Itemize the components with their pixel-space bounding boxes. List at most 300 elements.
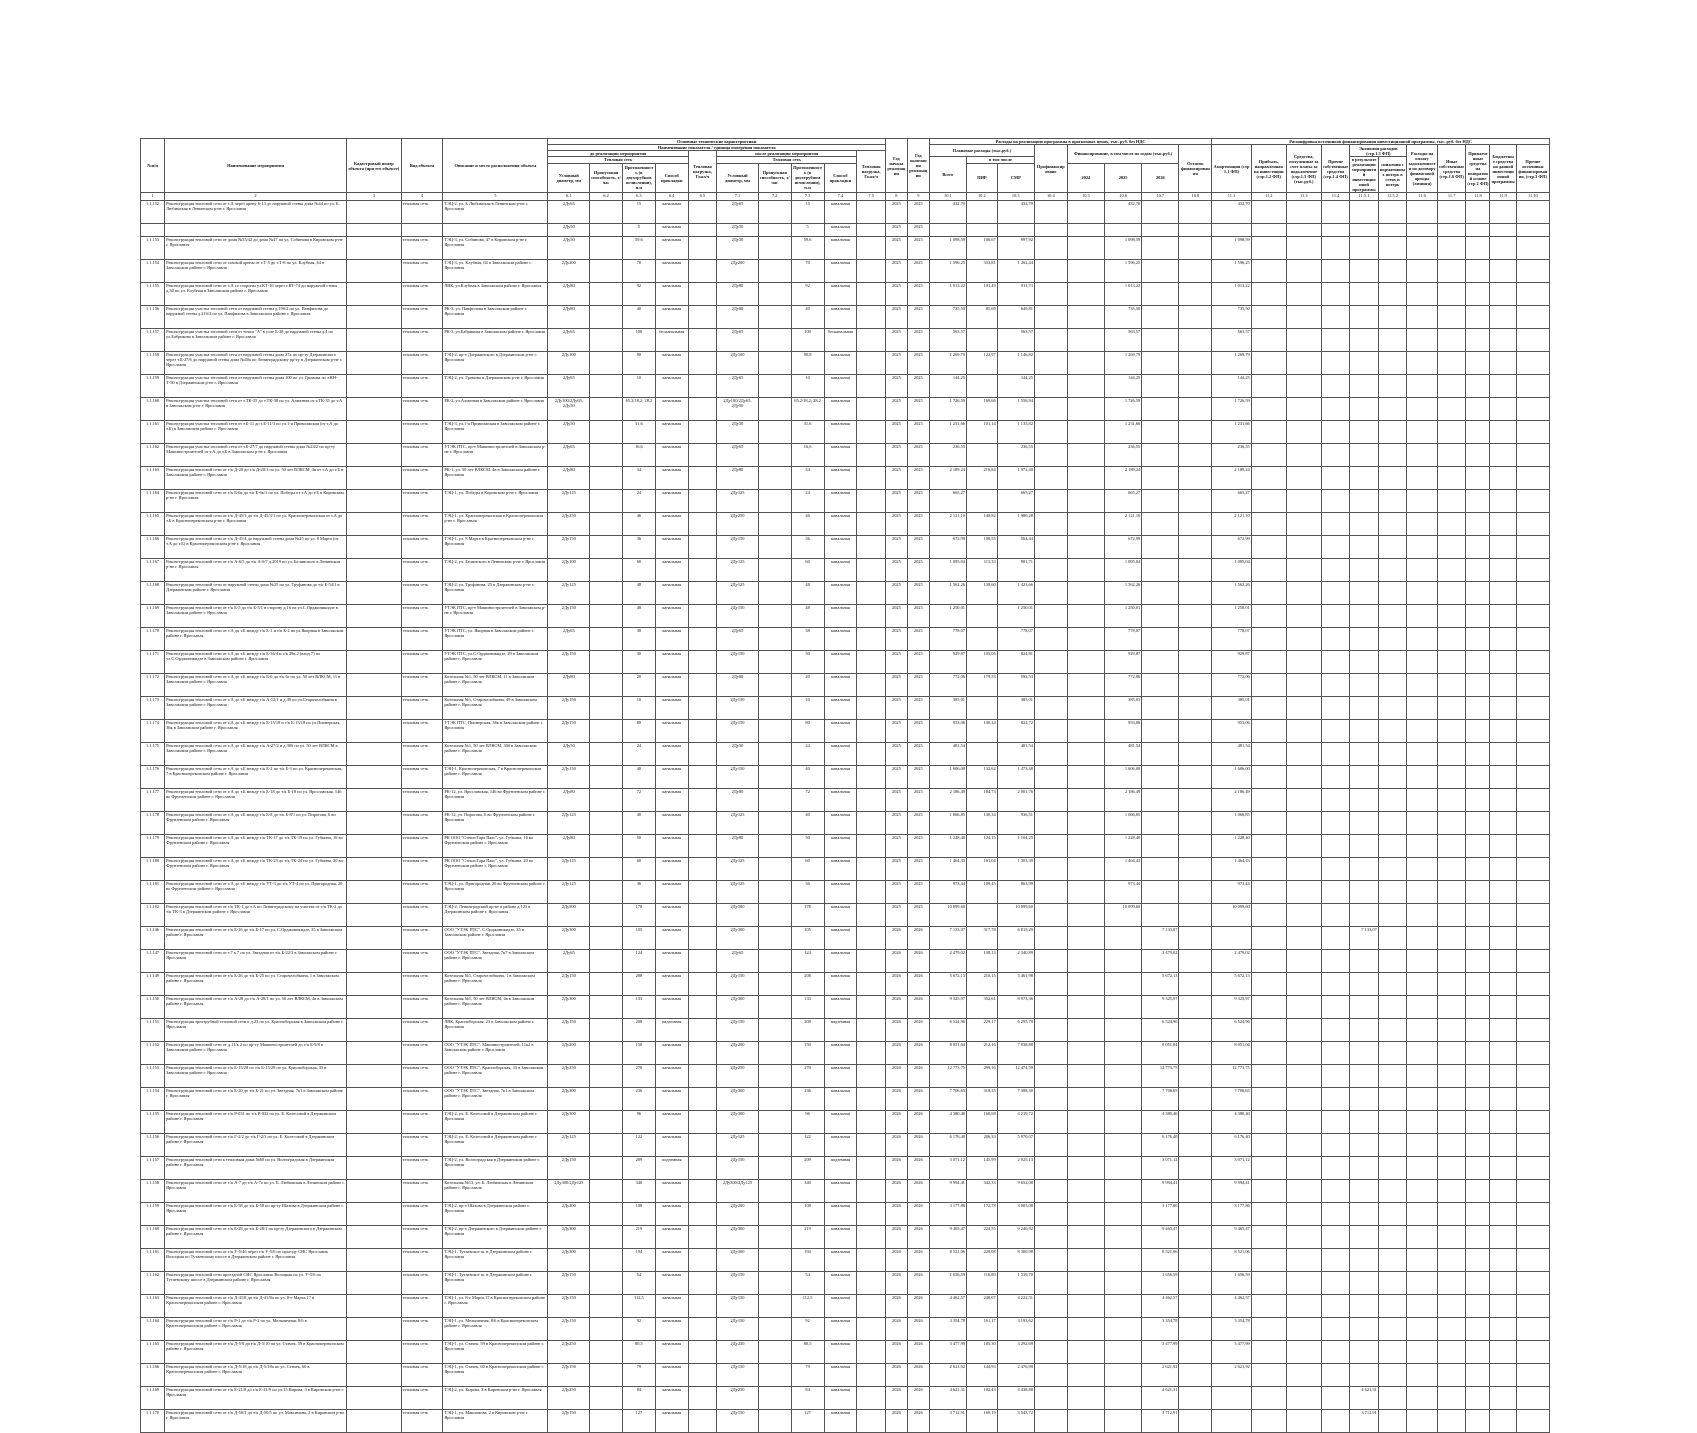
cell-empty: [1490, 513, 1516, 536]
cell-empty: [1067, 973, 1104, 996]
cell-d1: 2Ду50: [548, 224, 590, 237]
cell-empty: [857, 720, 886, 743]
cell-empty: [1321, 329, 1349, 352]
cell-rem: [1179, 720, 1212, 743]
cell-smr: 997,92: [997, 237, 1034, 260]
cell-empty: [1286, 306, 1321, 329]
cell-empty: [688, 260, 716, 283]
table-row: [141, 306, 1550, 329]
cell-empty: [1407, 352, 1438, 375]
cell-ye: 2025: [907, 513, 929, 536]
cell-d2: 2Ду80: [717, 283, 759, 306]
cell-f25: 929,87: [1104, 651, 1141, 674]
cell-m2: канальная: [824, 1387, 857, 1410]
cell-empty: [1490, 674, 1516, 697]
cell-l2: 209: [791, 1157, 824, 1180]
cell-type: тепловая сеть: [401, 1157, 443, 1180]
cell-empty: [1378, 858, 1406, 881]
cell-empty: [1321, 224, 1349, 237]
cell-empty: [1407, 1157, 1438, 1180]
cell-no: 1.1.164: [141, 1318, 165, 1341]
table-row: [141, 224, 1550, 237]
cell-m1: канальная: [655, 743, 688, 766]
column-number: 10.4: [1034, 193, 1067, 201]
cell-empty: [688, 1065, 716, 1088]
cell-type: тепловая сеть: [401, 858, 443, 881]
cell-empty: [1378, 283, 1406, 306]
cell-empty: [1466, 1318, 1490, 1341]
cell-empty: [1490, 1272, 1516, 1295]
cell-smr: 1 980,28: [997, 513, 1034, 536]
cell-empty: [346, 260, 401, 283]
column-number: 10.1: [929, 193, 966, 201]
cell-empty: [857, 697, 886, 720]
cell-l1: 40: [622, 306, 655, 329]
cell-total: 9 465,47: [929, 1226, 966, 1249]
cell-empty: [1437, 1111, 1465, 1134]
cell-f26: [1142, 789, 1179, 812]
cell-empty: [1067, 812, 1104, 835]
cell-m1: канальная: [655, 858, 688, 881]
cell-name: Реконструкция тепловой сети от т/к Г-2/2 до т/к Г-2/3 по ул. Е. Колесовой в Дзержинском районе г. Ярославля: [165, 1134, 347, 1157]
cell-l2: 133: [791, 996, 824, 1019]
cell-empty: [857, 559, 886, 582]
cell-empty: [1067, 651, 1104, 674]
cell-empty: [1466, 1272, 1490, 1295]
cell-m2: канальная: [824, 1226, 857, 1249]
cell-smr: 432,70: [997, 201, 1034, 224]
cell-smr: 1 262,44: [997, 260, 1034, 283]
cell-d2: 2Ду150: [717, 1318, 759, 1341]
cell-smr: 3 543,72: [997, 1410, 1034, 1433]
cell-d1: 2Ду125: [548, 1134, 590, 1157]
cell-l1: 208: [622, 1019, 655, 1042]
cell-d2: 2Ду65: [717, 375, 759, 398]
cell-loc: ТЭЦ-2, Ленинградский пр-кт в районе д.123 в Дзержинском районе г. Ярославля: [443, 904, 548, 927]
cell-l1: 72: [622, 789, 655, 812]
cell-f25: 2 186,49: [1104, 789, 1141, 812]
cell-empty: [1516, 812, 1549, 835]
cell-am: 563,57: [1212, 329, 1251, 352]
cell-empty: [1516, 582, 1549, 605]
cell-empty: [590, 513, 623, 536]
column-number: 9: [907, 193, 929, 201]
cell-total: 4 380,40: [929, 1111, 966, 1134]
cell-empty: [857, 283, 886, 306]
cell-d1: 2Ду300: [548, 927, 590, 950]
cell-pir: 132,62: [966, 766, 997, 789]
cell-d1: 2Ду50: [548, 237, 590, 260]
cell-empty: [1378, 1088, 1406, 1111]
cell-oth: [1350, 306, 1378, 329]
cell-empty: [1067, 1088, 1104, 1111]
cell-empty: [346, 927, 401, 950]
cell-empty: [1286, 1180, 1321, 1203]
cell-empty: [590, 398, 623, 421]
cell-empty: [758, 651, 791, 674]
cell-empty: [758, 260, 791, 283]
src-connection-header: Средства, полученные за счет платы за подключение (стр.1.3 ФП) (тыс.руб.): [1286, 145, 1321, 193]
cell-oth: [1350, 582, 1378, 605]
cell-empty: [346, 1111, 401, 1134]
cell-oth: [1350, 904, 1378, 927]
cell-ys: 2025: [885, 582, 907, 605]
cell-no: 1.1.156: [141, 306, 165, 329]
cell-total: 973,44: [929, 881, 966, 904]
cell-empty: [1251, 1157, 1286, 1180]
cell-empty: [758, 1410, 791, 1433]
cell-smr: 1 303,39: [997, 858, 1034, 881]
cell-empty: [346, 237, 401, 260]
cell-empty: [1034, 1065, 1067, 1088]
cell-empty: [688, 835, 716, 858]
cell-smr: 8 973,36: [997, 996, 1034, 1019]
cell-no: 1.1.146: [141, 927, 165, 950]
cell-empty: [1466, 582, 1490, 605]
cell-f25: 778,07: [1104, 628, 1141, 651]
cell-oth: [1350, 1203, 1378, 1226]
cell-smr: 981,71: [997, 559, 1034, 582]
cell-empty: [346, 490, 401, 513]
cell-empty: [346, 858, 401, 881]
src-misc-header: Прочие источники финансирования, (стр.3 ФП): [1516, 145, 1549, 193]
cell-no: 1.1.181: [141, 881, 165, 904]
cell-loc: ТЭЦ-2, пр-т Дзержинского в Дзержинском р-не г. Ярославля: [443, 352, 548, 375]
cell-f26: [1142, 329, 1179, 352]
cell-f26: [1142, 720, 1179, 743]
cell-name: Реконструкция тепловой сети от т/к Б-58 до т/к Б-58 по пр-ту Шахова в Дзержинском районе г. Ярославля: [165, 1203, 347, 1226]
cell-total: 3 177,86: [929, 1203, 966, 1226]
cell-ye: 2025: [907, 329, 929, 352]
cell-l2: 72: [791, 789, 824, 812]
cell-ys: 2026: [885, 1157, 907, 1180]
cell-empty: [1286, 1019, 1321, 1042]
cell-l1: 100: [622, 329, 655, 352]
cell-pir: 220,08: [966, 1249, 997, 1272]
cell-f26: 2 479,02: [1142, 950, 1179, 973]
cell-am: 12 773,75: [1212, 1065, 1251, 1088]
cell-empty: [346, 881, 401, 904]
table-row: [141, 536, 1550, 559]
cell-empty: [346, 1341, 401, 1364]
cell-ye: 2025: [907, 444, 929, 467]
cell-empty: [1407, 375, 1438, 398]
cell-l1: 30: [622, 651, 655, 674]
cell-am: 481,54: [1212, 743, 1251, 766]
cell-empty: [1286, 1088, 1321, 1111]
cell-d2: 2Ду300: [717, 927, 759, 950]
cell-empty: [1251, 789, 1286, 812]
cell-m1: канальная: [655, 950, 688, 973]
cell-empty: [1286, 674, 1321, 697]
cell-no: 1.1.170: [141, 628, 165, 651]
table-row: [141, 697, 1550, 720]
cell-empty: [758, 1157, 791, 1180]
cell-f26: 9 465,47: [1142, 1226, 1179, 1249]
cell-no: 1.1.171: [141, 651, 165, 674]
cell-oth: [1350, 996, 1378, 1019]
cell-empty: [1321, 444, 1349, 467]
cell-d1: 2Ду150: [548, 1157, 590, 1180]
cell-pir: 100,67: [966, 237, 997, 260]
cell-empty: [1251, 352, 1286, 375]
cell-total: 2 121,10: [929, 513, 966, 536]
cell-empty: [1034, 1180, 1067, 1203]
cell-empty: [758, 674, 791, 697]
cell-l2: 80,5: [791, 1341, 824, 1364]
cell-empty: [346, 421, 401, 444]
cell-ye: 2026: [907, 1272, 929, 1295]
cell-m1: канальная: [655, 201, 688, 224]
cell-d2: 2Ду125: [717, 858, 759, 881]
cell-no: 1.1.155: [141, 283, 165, 306]
cell-empty: [1490, 973, 1516, 996]
length-before-header: Протяженность (в двухтрубном исчислении), п.м: [622, 163, 655, 192]
cell-f26: [1142, 513, 1179, 536]
cell-empty: [1437, 352, 1465, 375]
cell-empty: [346, 720, 401, 743]
cell-empty: [346, 1226, 401, 1249]
cell-empty: [346, 559, 401, 582]
cell-loc: Котельная №13, ул. Б. Любимская в Ленинском районе г. Ярославля: [443, 1180, 548, 1203]
cell-empty: [857, 375, 886, 398]
cell-empty: [1378, 490, 1406, 513]
cell-oth: [1350, 674, 1378, 697]
cell-pir: 140,82: [966, 513, 997, 536]
cell-empty: [590, 306, 623, 329]
cell-ye: 2026: [907, 1180, 929, 1203]
cell-oth: [1350, 743, 1378, 766]
cell-ye: 2025: [907, 490, 929, 513]
cell-empty: [1466, 697, 1490, 720]
cell-l1: 48: [622, 582, 655, 605]
cell-empty: [758, 1295, 791, 1318]
cell-empty: [1251, 881, 1286, 904]
cell-empty: [1437, 375, 1465, 398]
cell-type: тепловая сеть: [401, 1364, 443, 1387]
cell-empty: [758, 1042, 791, 1065]
cell-m2: канальная: [824, 1111, 857, 1134]
cell-ys: 2025: [885, 421, 907, 444]
cell-empty: [758, 1203, 791, 1226]
cell-l2: 16,6: [791, 444, 824, 467]
cell-l2: 48: [791, 605, 824, 628]
cell-d2: 2Ду300/2Ду125: [717, 1180, 759, 1203]
cell-rem: [1179, 352, 1212, 375]
cell-total: 665,27: [929, 490, 966, 513]
cell-empty: [1286, 904, 1321, 927]
cell-am: 973,44: [1212, 881, 1251, 904]
cell-ye: 2025: [907, 352, 929, 375]
cell-empty: [1466, 306, 1490, 329]
cell-empty: [758, 1134, 791, 1157]
cell-empty: [857, 490, 886, 513]
cell-empty: [1067, 352, 1104, 375]
column-number: 7.5: [857, 193, 886, 201]
cell-empty: [590, 352, 623, 375]
cell-m1: канальная: [655, 375, 688, 398]
cell-empty: [590, 766, 623, 789]
cell-empty: [1378, 375, 1406, 398]
cell-rem: [1179, 513, 1212, 536]
cell-d2: 2Ду250: [717, 1387, 759, 1410]
cell-am: 432,70: [1212, 201, 1251, 224]
cell-empty: [1407, 927, 1438, 950]
cell-rem: [1179, 224, 1212, 237]
cell-empty: [758, 1065, 791, 1088]
cell-total: 385,01: [929, 697, 966, 720]
cell-l2: 127: [791, 1410, 824, 1433]
cell-empty: [1286, 743, 1321, 766]
cell-empty: [688, 1180, 716, 1203]
cell-empty: [1286, 651, 1321, 674]
cell-ys: 2025: [885, 858, 907, 881]
cell-m2: канальная: [824, 789, 857, 812]
cell-am: 385,01: [1212, 697, 1251, 720]
cell-empty: [346, 1019, 401, 1042]
cell-f25: 1 562,26: [1104, 582, 1141, 605]
cell-d2: 2Ду80: [717, 835, 759, 858]
cell-empty: [346, 1180, 401, 1203]
cell-empty: [1437, 950, 1465, 973]
cell-empty: [1321, 1387, 1349, 1410]
cell-f26: 3 354,78: [1142, 1318, 1179, 1341]
cell-empty: [857, 605, 886, 628]
cell-type: тепловая сеть: [401, 628, 443, 651]
cell-total: 236,55: [929, 444, 966, 467]
cell-ys: 2025: [885, 329, 907, 352]
cell-f26: 9 994,41: [1142, 1180, 1179, 1203]
cell-empty: [1251, 1410, 1286, 1433]
cell-empty: [688, 1318, 716, 1341]
cell-smr: 9 652,08: [997, 1180, 1034, 1203]
cell-type: тепловая сеть: [401, 904, 443, 927]
cell-pir: [966, 904, 997, 927]
cell-empty: [1490, 1295, 1516, 1318]
cell-d2: 2Ду65: [717, 201, 759, 224]
cell-am: 929,87: [1212, 651, 1251, 674]
cell-l1: 40: [622, 766, 655, 789]
cell-ys: 2026: [885, 996, 907, 1019]
cell-pir: 130,34: [966, 720, 997, 743]
cell-empty: [1286, 260, 1321, 283]
cell-m2: канальная: [824, 1203, 857, 1226]
cell-ye: 2026: [907, 1364, 929, 1387]
cell-type: тепловая сеть: [401, 743, 443, 766]
cell-m2: канальная: [824, 467, 857, 490]
cell-empty: [1067, 1249, 1104, 1272]
cell-l2: 30: [791, 651, 824, 674]
table-row: [141, 1157, 1550, 1180]
cell-empty: [1251, 559, 1286, 582]
cell-oth: [1350, 1019, 1378, 1042]
cell-empty: [1378, 513, 1406, 536]
cell-empty: [1286, 996, 1321, 1019]
cell-empty: [1490, 605, 1516, 628]
cell-empty: [857, 927, 886, 950]
cell-name: Реконструкция трехтрубной тепловой сети к д.23 по ул. Красноборская в Заволжском районе г. Ярославля: [165, 1019, 347, 1042]
cell-empty: [346, 224, 401, 237]
column-number: 10.7: [1142, 193, 1179, 201]
cell-ys: 2025: [885, 444, 907, 467]
cell-f26: [1142, 858, 1179, 881]
cell-empty: [857, 674, 886, 697]
cell-empty: [590, 1157, 623, 1180]
cell-empty: [1321, 513, 1349, 536]
cell-am: 9 465,47: [1212, 1226, 1251, 1249]
cell-l2: 48: [791, 582, 824, 605]
cell-empty: [346, 1088, 401, 1111]
cell-empty: [1321, 1410, 1349, 1433]
cell-ys: 2026: [885, 1180, 907, 1203]
cell-empty: [1251, 398, 1286, 421]
cell-empty: [1034, 858, 1067, 881]
cell-empty: [1378, 1226, 1406, 1249]
cell-empty: [1407, 283, 1438, 306]
cell-empty: [1516, 1111, 1549, 1134]
cell-empty: [1378, 973, 1406, 996]
cell-l2: 236: [791, 1088, 824, 1111]
cell-l2: 31,6: [791, 421, 824, 444]
cell-ys: 2025: [885, 513, 907, 536]
cell-empty: [1286, 421, 1321, 444]
cell-empty: [1466, 1088, 1490, 1111]
cell-smr: 7 388,30: [997, 1088, 1034, 1111]
cell-pir: 169,19: [966, 1410, 997, 1433]
cell-total: 8 051,04: [929, 1042, 966, 1065]
cell-ye: 2025: [907, 789, 929, 812]
cell-empty: [1067, 398, 1104, 421]
cell-empty: [1286, 881, 1321, 904]
cell-empty: [1407, 237, 1438, 260]
cell-pir: 352,61: [966, 996, 997, 1019]
cell-empty: [857, 1180, 886, 1203]
cell-rem: [1179, 605, 1212, 628]
cell-rem: [1179, 1088, 1212, 1111]
cell-empty: [857, 950, 886, 973]
cell-m2: канальная: [824, 950, 857, 973]
cell-empty: [1490, 881, 1516, 904]
cell-empty: [758, 766, 791, 789]
cell-empty: [1407, 1295, 1438, 1318]
cell-empty: [1437, 651, 1465, 674]
cell-empty: [1378, 927, 1406, 950]
cell-empty: [1286, 789, 1321, 812]
cell-rem: [1179, 789, 1212, 812]
cell-empty: [1321, 743, 1349, 766]
cell-empty: [1251, 766, 1286, 789]
cell-m2: канальная: [824, 1134, 857, 1157]
cell-loc: РК ООО "СтеклоТара Пакс", ул. Губкина, 20 во Фрунзенском районе г. Ярославля: [443, 858, 548, 881]
cell-rem: [1179, 375, 1212, 398]
cell-empty: [758, 950, 791, 973]
cell-f25: [1104, 1364, 1141, 1387]
cell-empty: [688, 201, 716, 224]
cell-d1: 2Ду125: [548, 858, 590, 881]
cell-empty: [1034, 1364, 1067, 1387]
cell-d2: 2Ду150: [717, 973, 759, 996]
cell-empty: [688, 927, 716, 950]
cell-empty: [1286, 1042, 1321, 1065]
cell-empty: [1407, 858, 1438, 881]
cell-empty: [1286, 329, 1321, 352]
cell-smr: 3 193,62: [997, 1318, 1034, 1341]
cell-pir: 229,17: [966, 1019, 997, 1042]
cell-empty: [1490, 835, 1516, 858]
cell-ys: 2025: [885, 375, 907, 398]
table-row: [141, 513, 1550, 536]
cell-smr: 10 099,60: [997, 904, 1034, 927]
